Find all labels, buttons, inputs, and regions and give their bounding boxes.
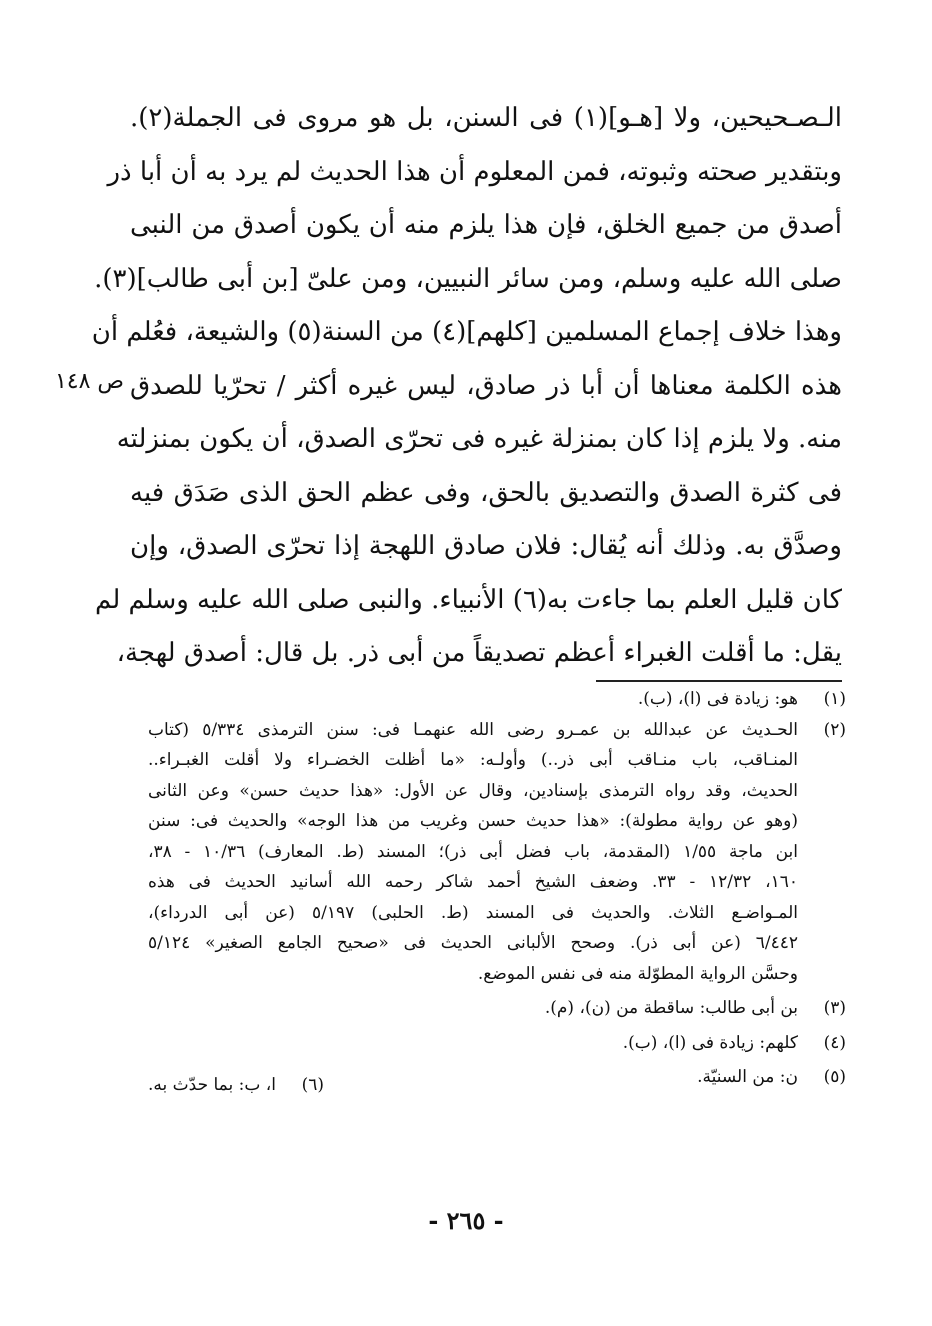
margin-page-reference: ص ١٤٨ xyxy=(54,369,124,394)
footnote-text-line: المنـاقب، باب منـاقب أبى ذر..) وأولـه: «ما أظلت الخضـراء ولا أقلت الغبـراء.. xyxy=(148,750,798,770)
footnote-text-line: ابن ماجة ١/٥٥ (المقدمة، باب فضل أبى ذر)؛ المسند (ط. المعارف) ١٠/٣٦ - ٣٨، xyxy=(148,841,798,862)
footnote-6 xyxy=(148,1070,324,1101)
main-text-line: أصدق من جميع الخلق، فإن هذا يلزم منه أن يكون أصدق من النبى xyxy=(130,210,842,240)
footnote-text: ا، ب: بما حدّث به. xyxy=(148,1075,276,1095)
footnote-text-line: (وهو عن رواية مطولة): «هذا حديث حسن وغريب من هذا الوجه» والحديث فى: سنن xyxy=(148,811,798,831)
footnote-text-line: المـواضـع الثلاث. والحديث فى المسند (ط. الحلبى) ٥/١٩٧ (عن أبى الدرداء)، xyxy=(148,902,798,923)
main-text-line: الـصـحيحين، ولا [هـو](١) فى السنن، بل هو مروى فى الجملة(٢). xyxy=(130,103,842,133)
footnote-text: كلهم: زيادة فى (ا)، (ب). xyxy=(622,1032,798,1053)
footnotes-block xyxy=(148,684,846,1101)
footnote-number: (٤) xyxy=(823,1032,846,1053)
footnote-5 xyxy=(697,1062,846,1093)
footnote-3 xyxy=(148,993,846,1024)
footnote-text-line: الحديث، وقد رواه الترمذى بإسنادين، وقال عن الأول: «هذا حديث حسن» وعن الثانى xyxy=(148,780,798,801)
footnote-2 xyxy=(148,715,846,990)
footnote-1 xyxy=(148,684,846,715)
footnote-text-line: وحسَّن الرواية المطوّلة منه فى نفس الموضع. xyxy=(477,963,798,984)
footnote-text: هو: زيادة فى (ا)، (ب). xyxy=(637,689,798,709)
main-text-line: صلى الله عليه وسلم، ومن سائر النبيين، ومن علىّ [بن أبى طالب](٣). xyxy=(94,263,842,294)
main-text-line: منه. ولا يلزم إذا كان بمنزلة غيره فى تحرّى الصدق، أن يكون بمنزلته xyxy=(116,424,842,454)
footnote-number: (٣) xyxy=(823,998,846,1018)
main-text-line: هذه الكلمة معناها أن أبا ذر صادق، ليس غيره أكثر / تحرّيا للصدق xyxy=(130,370,842,401)
main-text-line: يقل: ما أقلت الغبراء أعظم تصديقاً من أبى ذر. بل قال: أصدق لهجة، xyxy=(116,638,842,668)
main-text-line: فى كثرة الصدق والتصديق بالحق، وفى عظم الحق الذى صَدَق فيه xyxy=(130,477,842,508)
footnote-number: (٢) xyxy=(823,719,846,740)
footnote-text: بن أبى طالب: ساقطة من (ن)، (م). xyxy=(544,998,798,1018)
footnote-text-line: الحـديث عن عبدالله بن عمـرو رضى الله عنهمـا فى: سنن الترمذى ٥/٣٣٤ (كتاب xyxy=(148,719,798,740)
footnote-text: ن: من السنيّة. xyxy=(697,1067,798,1087)
footnote-number: (١) xyxy=(823,689,846,709)
footnote-text-line: ١٦٠، ١٢/٣٢ - ٣٣. وضعف الشيخ أحمد شاكر رحمه الله أسانيد الحديث فى هذه xyxy=(148,872,798,892)
main-text-line: كان قليل العلم بما جاءت به(٦) الأنبياء. والنبى صلى الله عليه وسلم لم xyxy=(95,584,842,615)
footnote-4 xyxy=(148,1028,846,1059)
page-number: - ٢٦٥ - xyxy=(428,1206,504,1235)
footnote-number: (٦) xyxy=(301,1075,324,1095)
main-text-line: وصدَّق به. وذلك أنه يُقال: فلان صادق اللهجة إذا تحرّى الصدق، وإن xyxy=(130,531,842,561)
footnotes-row-5-6 xyxy=(148,1062,846,1101)
footnote-separator xyxy=(596,680,842,682)
footnote-text-line: ٦/٤٤٢ (عن أبى ذر). وصحح الألبانى الحديث فى «صحيح الجامع الصغير» ٥/١٢٤ xyxy=(148,933,798,953)
main-text-line: وبتقدير صحته وثبوته، فمن المعلوم أن هذا الحديث لم يرد به أن أبا ذر xyxy=(107,156,842,187)
main-text-line: وهذا خلاف إجماع المسلمين [كلهم](٤) من السنة(٥) والشيعة، فعُلم أن xyxy=(91,317,842,347)
main-text-block xyxy=(91,92,842,681)
footnote-number: (٥) xyxy=(823,1067,846,1087)
